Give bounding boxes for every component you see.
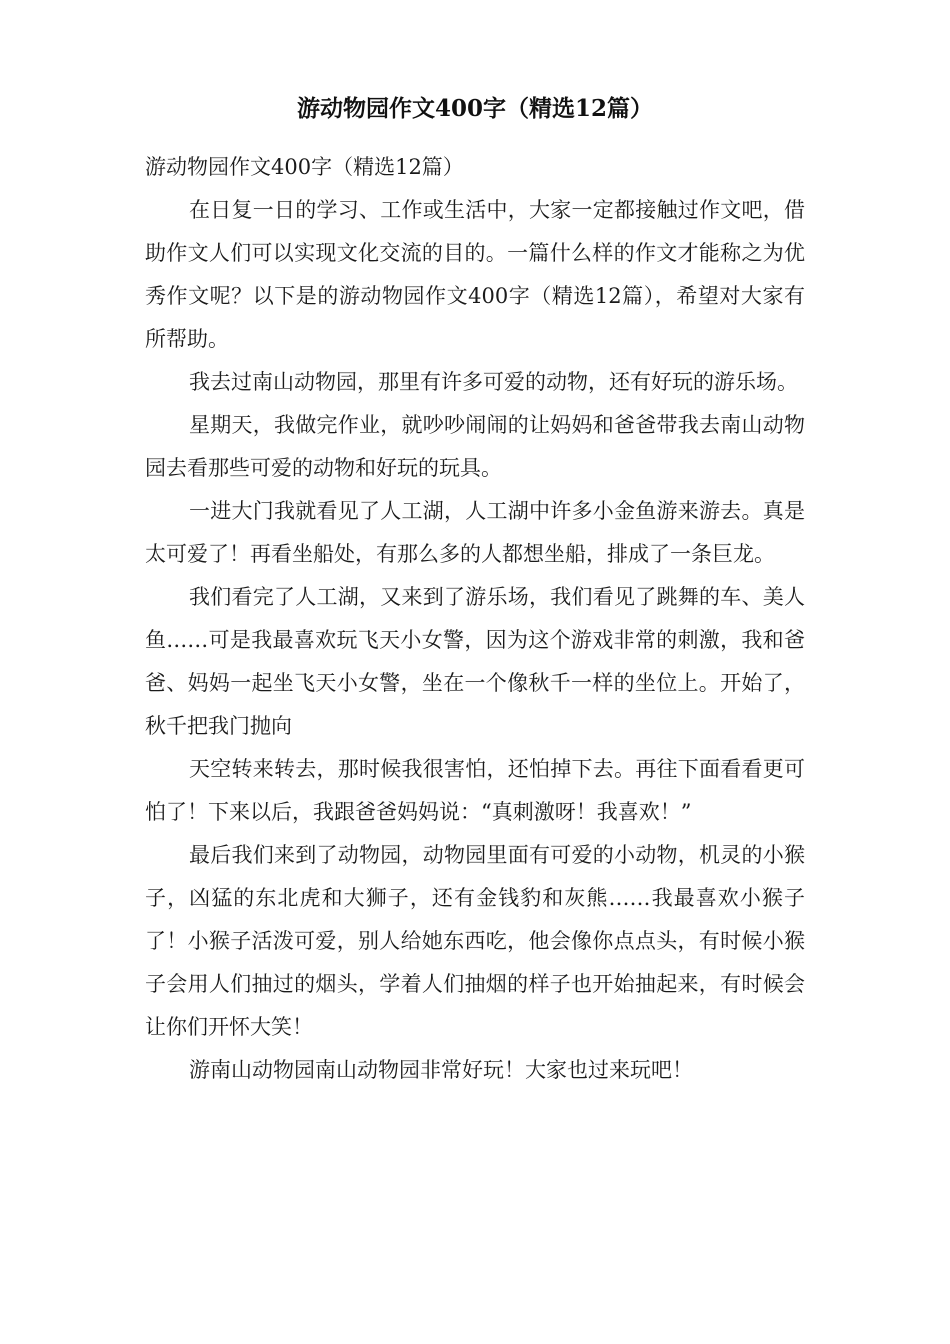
paragraph: 星期天，我做完作业，就吵吵闹闹的让妈妈和爸爸带我去南山动物园去看那些可爱的动物和好玩的玩具。 bbox=[145, 413, 805, 480]
document-body bbox=[145, 146, 805, 1092]
paragraph: 我们看完了人工湖，又来到了游乐场，我们看见了跳舞的车、美人鱼……可是我最喜欢玩飞天小女警，因为这个游戏非常的刺激，我和爸爸、妈妈一起坐飞天小女警，坐在一个像秋千一样的坐位上。开始了，秋千把我门抛向 bbox=[145, 585, 805, 738]
document-subtitle: 游动物园作文400字（精选12篇） bbox=[145, 155, 464, 179]
document-title: 游动物园作文400字（精选12篇） bbox=[296, 95, 654, 122]
paragraph: 一进大门我就看见了人工湖，人工湖中许多小金鱼游来游去。真是太可爱了！再看坐船处，有那么多的人都想坐船，排成了一条巨龙。 bbox=[145, 499, 805, 566]
paragraph: 游南山动物园南山动物园非常好玩！大家也过来玩吧！ bbox=[189, 1058, 693, 1082]
paragraph: 天空转来转去，那时候我很害怕，还怕掉下去。再往下面看看更可怕了！下来以后，我跟爸爸妈妈说：“真刺激呀！我喜欢！” bbox=[145, 757, 805, 824]
paragraph: 最后我们来到了动物园，动物园里面有可爱的小动物，机灵的小猴子，凶猛的东北虎和大狮子，还有金钱豹和灰熊……我最喜欢小猴子了！小猴子活泼可爱，别人给她东西吃，他会像你点点头，有时候小猴子会用人们抽过的烟头，学着人们抽烟的样子也开始抽起来，有时候会让你们开怀大笑！ bbox=[145, 843, 805, 1039]
paragraph: 在日复一日的学习、工作或生活中，大家一定都接触过作文吧，借助作文人们可以实现文化交流的目的。一篇什么样的作文才能称之为优秀作文呢？以下是的游动物园作文400字（精选12篇），希望对大家有所帮助。 bbox=[145, 198, 805, 351]
paragraph: 我去过南山动物园，那里有许多可爱的动物，还有好玩的游乐场。 bbox=[189, 370, 798, 394]
